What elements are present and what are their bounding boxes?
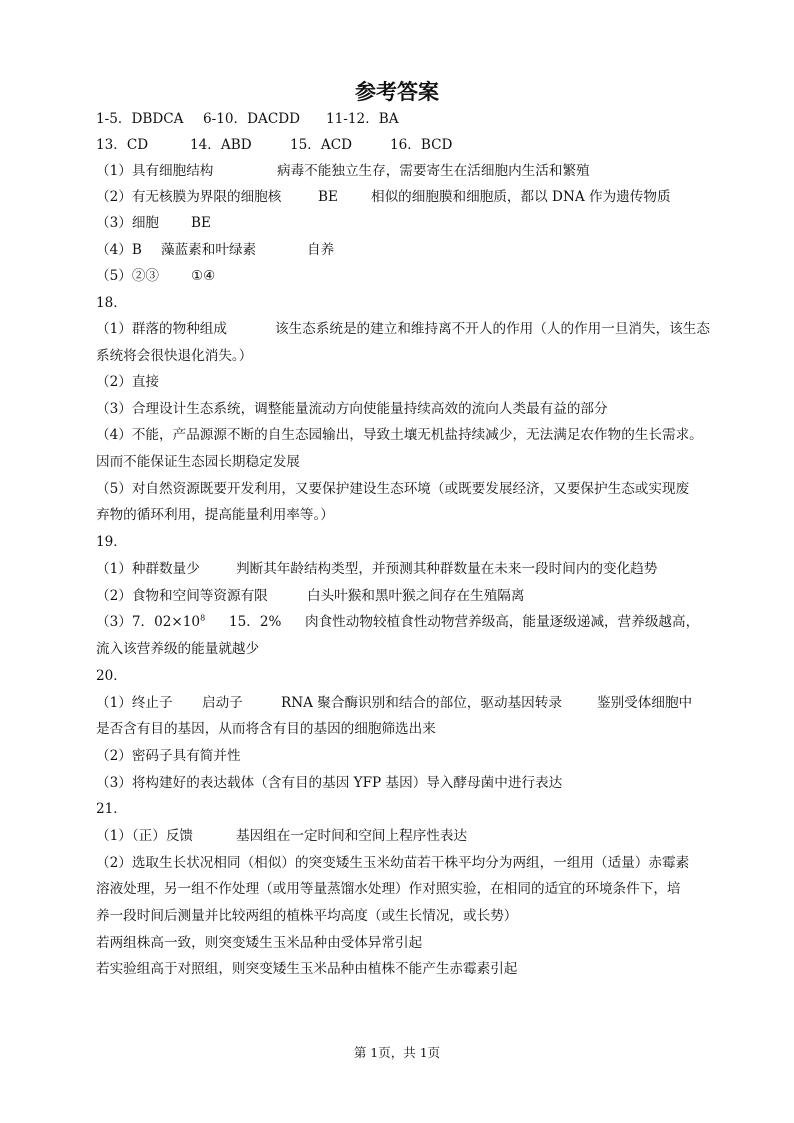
q19-answer-1b: 判断其年龄结构类型，并预测其种群数量在未来一段时间内的变化趋势 bbox=[236, 561, 658, 577]
q21-number: 21． bbox=[96, 801, 127, 817]
q17-answer-4b: 藻蓝素和叶绿素 bbox=[161, 242, 257, 258]
q17-answer-5a: （5）②③ bbox=[96, 268, 160, 284]
q19-answer-3a bbox=[96, 613, 205, 631]
q20-answer-2: （2）密码子具有简并性 bbox=[96, 748, 241, 764]
q20-answer-1c: RNA 聚合酶识别和结合的部位，驱动基因转录 bbox=[281, 695, 562, 711]
mcq-answers-6-10: 6-10．DACDD bbox=[203, 111, 301, 127]
q18-answer-5: （5）对自然资源既要开发利用，又要保护建设生态环境（或既要发展经济，又要保护生态或实现废 bbox=[96, 481, 690, 497]
q17-answer-5b: ①④ bbox=[191, 268, 216, 284]
mcq-answer-16: 16．BCD bbox=[390, 137, 453, 153]
q19-answer-2a: （2）食物和空间等资源有限 bbox=[96, 588, 268, 604]
q17-answer-2a: （2）有无核膜为界限的细胞核 bbox=[96, 189, 282, 205]
q18-answer-3: （3）合理设计生态系统，调整能量流动方向使能量持续高效的流向人类最有益的部分 bbox=[96, 401, 608, 417]
q18-answer-4: （4）不能，产品源源不断的自生态园输出，导致土壤无机盐持续减少，无法满足农作物的生长需求。 bbox=[96, 427, 703, 443]
q21-answer-2: （2）选取生长状况相同（相似）的突变矮生玉米幼苗若干株平均分为两组，一组用（适量）赤霉素 bbox=[96, 855, 690, 871]
q19-number: 19． bbox=[96, 534, 127, 550]
q19-answer-3-cont: 流入该营养级的能量就越少 bbox=[96, 641, 260, 657]
q18-answer-5-cont: 弃物的循环利用，提高能量利用率等。） bbox=[96, 507, 334, 523]
q19-answer-3c: 肉食性动物较植食性动物营养级高，能量逐级递减，营养级越高， bbox=[305, 614, 700, 630]
page-title: 参考答案 bbox=[355, 80, 439, 104]
mcq-answer-14: 14．ABD bbox=[190, 137, 252, 153]
q18-number: 18． bbox=[96, 295, 127, 311]
q17-answer-4c: 自养 bbox=[307, 242, 335, 258]
q18-answer-4-cont: 因而不能保证生态园长期稳定发展 bbox=[96, 454, 300, 470]
q17-answer-2b: BE bbox=[318, 189, 338, 205]
mcq-answers-11-12: 11-12．BA bbox=[326, 111, 399, 127]
q18-answer-1a: （1）群落的物种组成 bbox=[96, 321, 227, 337]
mcq-answers-1-5: 1-5．DBDCA bbox=[96, 111, 184, 127]
q20-answer-3: （3）将构建好的表达载体（含有目的基因 YFP 基因）导入酵母菌中进行表达 bbox=[96, 775, 563, 791]
q17-answer-1a: （1）具有细胞结构 bbox=[96, 163, 214, 179]
mcq-answer-13: 13．CD bbox=[96, 137, 149, 153]
q21-answer-4: 若实验组高于对照组，则突变矮生玉米品种由植株不能产生赤霉素引起 bbox=[96, 961, 518, 977]
q18-answer-1b: 该生态系统是的建立和维持离不开人的作用（人的作用一旦消失，该生态 bbox=[275, 321, 710, 337]
q20-answer-1a: （1）终止子 bbox=[96, 695, 173, 711]
q21-answer-2-cont1: 溶液处理，另一组不作处理（或用等量蒸馏水处理）作对照实验，在相同的适宜的环境条件下，培 bbox=[96, 881, 681, 897]
q20-answer-1d: 鉴别受体细胞中 bbox=[597, 695, 693, 711]
q18-answer-1c: 系统将会很快退化消失。） bbox=[96, 348, 253, 364]
q17-answer-2c: 相似的细胞膜和细胞质，都以 DNA 作为遗传物质 bbox=[371, 189, 671, 205]
q21-answer-2-cont2: 养一段时间后测量并比较两组的植株平均高度（或生长情况，或长势） bbox=[96, 908, 518, 924]
q18-answer-2: （2）直接 bbox=[96, 374, 160, 390]
q21-answer-1b: 基因组在一定时间和空间上程序性表达 bbox=[236, 828, 468, 844]
mcq-answer-15: 15．ACD bbox=[290, 137, 353, 153]
q17-answer-3b: BE bbox=[191, 215, 211, 231]
q20-answer-1b: 启动子 bbox=[202, 695, 243, 711]
page-footer: 第 1页，共 1页 bbox=[353, 1045, 441, 1060]
q20-answer-1-cont: 是否含有目的基因，从而将含有目的基因的细胞筛选出来 bbox=[96, 721, 436, 737]
q17-answer-4a: （4）B bbox=[96, 242, 142, 258]
q21-answer-1a: （1）（正）反馈 bbox=[96, 828, 194, 844]
q19-answer-1a: （1）种群数量少 bbox=[96, 561, 200, 577]
q19-answer-3b: 15．2% bbox=[229, 614, 282, 630]
q19-answer-3-value: （3）7．02×10 bbox=[96, 614, 201, 630]
q21-answer-3: 若两组株高一致，则突变矮生玉米品种由受体异常引起 bbox=[96, 935, 423, 951]
q19-answer-3-exponent: 8 bbox=[200, 613, 206, 623]
q17-answer-3a: （3）细胞 bbox=[96, 215, 160, 231]
q20-number: 20． bbox=[96, 668, 127, 684]
q17-answer-1b: 病毒不能独立生存，需要寄生在活细胞内生活和繁殖 bbox=[277, 163, 590, 179]
q19-answer-2b: 白头叶猴和黑叶猴之间存在生殖隔离 bbox=[307, 588, 525, 604]
